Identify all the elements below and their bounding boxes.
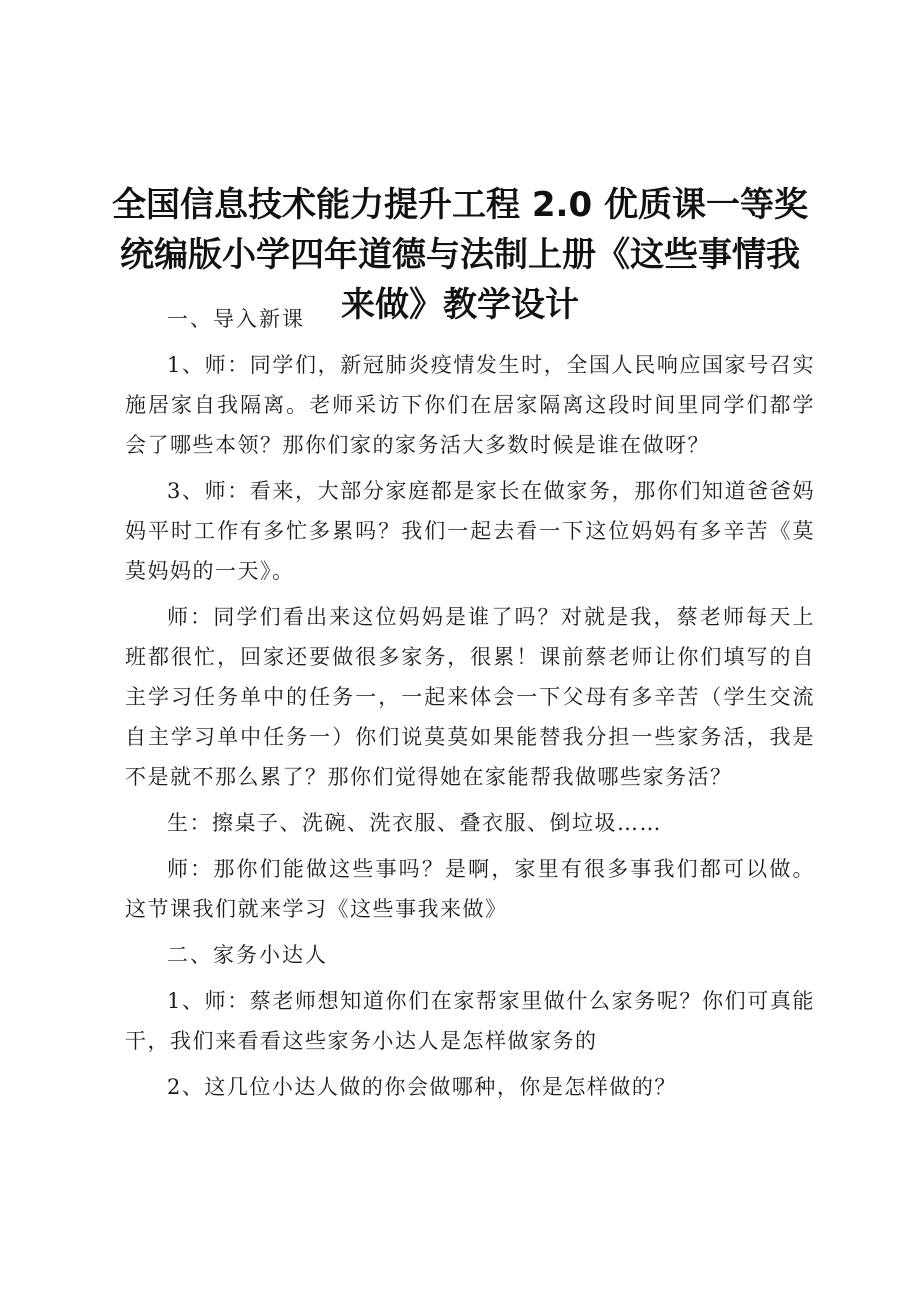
title-line-1: 全国信息技术能力提升工程 2.0 优质课一等奖 — [112, 184, 808, 225]
section-heading-chores: 二、家务小达人 — [167, 943, 328, 967]
paragraph: 生：擦桌子、洗碗、洗衣服、叠衣服、倒垃圾…… — [167, 811, 662, 835]
paragraph: 1、师：同学们，新冠肺炎疫情发生时，全国人民响应国家号召实施居家自我隔离。老师采访下你们在居家隔离这段时间里同学们都学会了哪些本领？那你们家的家务活大多数时候是谁在做呀？ — [125, 353, 815, 457]
paragraph: 师：那你们能做这些事吗？是啊，家里有很多事我们都可以做。这节课我们就来学习《这些事我来做》 — [125, 857, 815, 921]
title-line-2: 统编版小学四年道德与法制上册《这些事情我 — [120, 234, 800, 275]
title-line-3: 来做》教学设计 — [341, 284, 579, 325]
paragraph: 师：同学们看出来这位妈妈是谁了吗？对就是我，蔡老师每天上班都很忙，回家还要做很多家务，很累！课前蔡老师让你们填写的自主学习任务单中的任务一，一起来体会一下父母有多辛苦（学生交流自主学习单中任务一）你们说莫莫如果能替我分担一些家务活，我是不是就不那么累了？那你们觉得她在家能帮我做哪些家务活？ — [125, 605, 815, 789]
paragraph: 2、这几位小达人做的你会做哪种，你是怎样做的？ — [167, 1075, 677, 1099]
section-heading-intro: 一、导入新课 — [167, 307, 305, 331]
paragraph: 1、师：蔡老师想知道你们在家帮家里做什么家务呢？你们可真能干，我们来看看这些家务小达人是怎样做家务的 — [125, 989, 815, 1053]
document-body — [125, 299, 815, 1113]
paragraph: 3、师：看来，大部分家庭都是家长在做家务，那你们知道爸爸妈妈平时工作有多忙多累吗？我们一起去看一下这位妈妈有多辛苦《莫莫妈妈的一天》。 — [125, 479, 815, 583]
